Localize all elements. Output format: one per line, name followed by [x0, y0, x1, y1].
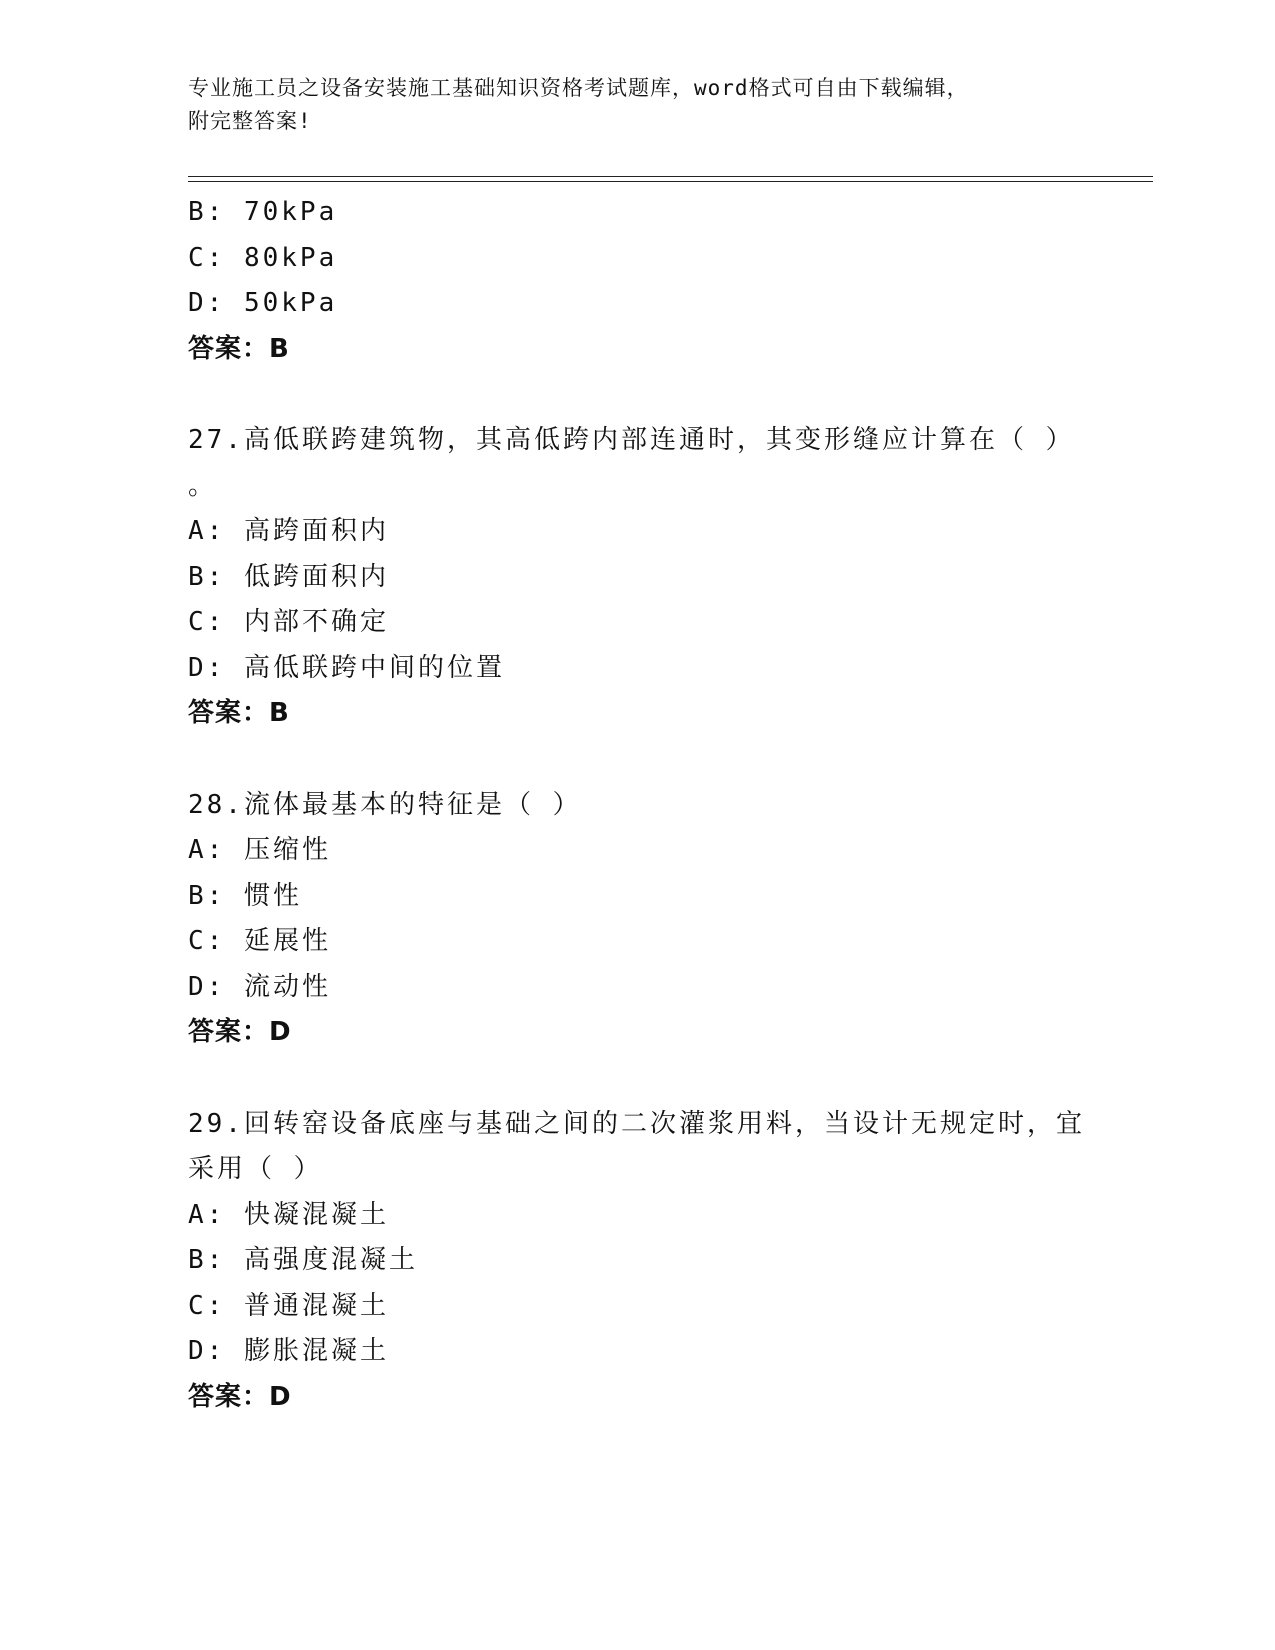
answer: 答案：B — [188, 698, 290, 728]
option-c: C: 内部不确定 — [188, 607, 389, 637]
option-b: B: 高强度混凝土 — [188, 1245, 418, 1275]
document-header — [188, 72, 1088, 138]
header-line-1: 专业施工员之设备安装施工基础知识资格考试题库，word格式可自由下载编辑， — [188, 76, 969, 100]
question-28 — [188, 783, 1128, 1056]
option-d: D: 50kPa — [188, 288, 338, 318]
option-d: D: 膨胀混凝土 — [188, 1336, 389, 1366]
question-stem: 28.流体最基本的特征是（ ） — [188, 789, 582, 820]
option-c: C: 80kPa — [188, 242, 338, 273]
answer: 答案：B — [188, 333, 290, 364]
option-c: C: 延展性 — [188, 926, 331, 956]
question-stem: 29.回转窑设备底座与基础之间的二次灌浆用料，当设计无规定时，宜 — [188, 1108, 1085, 1139]
header-rule-top — [188, 176, 1153, 177]
option-b: B: 70kPa — [188, 197, 338, 227]
question-stem-continued: 。 — [188, 470, 218, 501]
header-rule-bottom — [188, 181, 1153, 182]
option-b: B: 低跨面积内 — [188, 561, 389, 592]
question-26-tail — [188, 190, 1128, 372]
option-a: A: 高跨面积内 — [188, 516, 389, 546]
option-c: C: 普通混凝土 — [188, 1290, 389, 1321]
option-d: D: 流动性 — [188, 971, 331, 1002]
option-d: D: 高低联跨中间的位置 — [188, 652, 505, 683]
answer: 答案：D — [188, 1381, 292, 1412]
question-27 — [188, 418, 1128, 737]
option-a: A: 快凝混凝土 — [188, 1199, 389, 1230]
question-stem-continued: 采用（ ） — [188, 1154, 323, 1184]
header-line-2: 附完整答案! — [188, 109, 312, 133]
option-b: B: 惯性 — [188, 880, 302, 911]
answer: 答案：D — [188, 1017, 292, 1047]
option-a: A: 压缩性 — [188, 835, 331, 865]
question-29 — [188, 1102, 1128, 1421]
question-stem: 27.高低联跨建筑物，其高低跨内部连通时，其变形缝应计算在（ ） — [188, 425, 1075, 455]
question-list — [188, 190, 1128, 1420]
